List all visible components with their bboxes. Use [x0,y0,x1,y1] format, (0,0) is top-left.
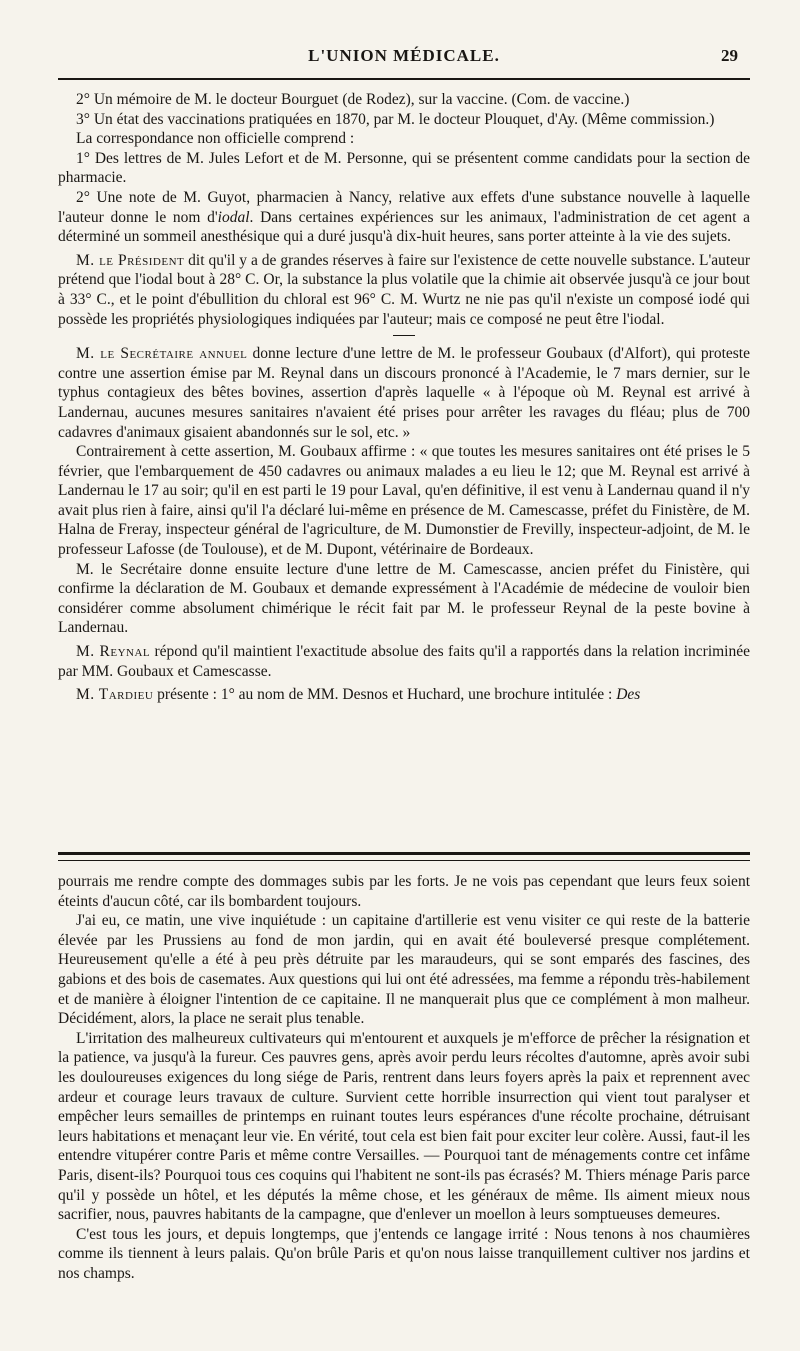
paragraph [58,642,750,681]
feuilleton-divider [58,852,750,861]
paragraph [58,685,750,705]
paragraph: Contrairement à cette assertion, M. Goubaux affirme : « que toutes les mesures sanitaires ont été prises le 5 février, que l'embarquement de 450 cadavres ou animaux malades a eu lieu le 12; que M. Reynal est arrivé à Landernau le 17 au soir; qu'il en est parti le 19 pour Laval, qu'en définitive, il est venu à Landernau quand il n'y avait plus rien à faire, ainsi qu'il l'a déclaré lui-même en présence de M. Camescasse, préfet du Finistère, de M. Halna de Freray, inspecteur général de l'agriculture, de M. Dumonstier de Frevilly, inspecteur-adjoint, de M. le professeur Lafosse (de Toulouse), et de M. Dupont, vétérinaire de Bordeaux. [58,443,750,559]
speaker-name: M. Reynal [76,643,151,661]
paragraph: pourrais me rendre compte des dommages subis par les forts. Je ne vois pas cependant que leurs feux soient éteints d'aucun côté, car ils bombardent toujours. [58,873,750,910]
paragraph: C'est tous les jours, et depuis longtemps, que j'entends ce langage irrité : Nous tenons à nos chaumières comme ils tiennent à leurs palais. Qu'on brûle Paris et qu'on nous laisse tranquillement cultiver nos jardins et nos champs. [58,1225,750,1282]
paragraph: M. le Secrétaire donne ensuite lecture d'une lettre de M. Camescasse, ancien préfet du Finistère, qui confirme la déclaration de M. Goubaux et demande expressément à l'Académie de médecine de vouloir bien considérer comme absolument chimérique le récit fait par M. le professeur Reynal de la peste bovine à Landernau. [58,560,750,637]
speaker-name: M. le Secrétaire annuel [76,345,248,363]
academy-proceedings [58,90,750,705]
section-divider [393,335,415,336]
running-title: L'UNION MÉDICALE. [308,46,500,65]
text-run: . Dans certaines expériences sur les animaux, l'administration de cet agent a déterminé un sommeil anesthésique qui a duré jusqu'à dix-huit heures, sans porter atteinte à la vie des sujets. [58,208,750,246]
paragraph: J'ai eu, ce matin, une vive inquiétude : un capitaine d'artillerie est venu visiter ce qui reste de la batterie élevée par les Prussiens au fond de mon jardin, qui en avait été bouleversé presque complétement. Heureusement qu'elle a été à peu près détruite par les maraudeurs, qui se sont emparés des fascines, des gabions et des bois de casemates. Aux questions qui lui ont été adressées, ma femme a répondu très-habilement et de manière à éloigner l'intention de ce capitaine. Il ne manquerait plus que ce complément à mon malheur. Décidément, alors, la place ne serait plus tenable. [58,912,750,1028]
paragraph: 3° Un état des vaccinations pratiquées en 1870, par M. le docteur Plouquet, d'Ay. (Même commission.) [76,110,715,128]
text-run: 2° Une note de M. Guyot, pharmacien à Nancy, relative aux effets d'une substance nouvelle à laquelle l'auteur donne le nom d' [58,188,750,226]
paragraph: 2° Un mémoire de M. le docteur Bourguet (de Rodez), sur la vaccine. (Com. de vaccine.) [76,91,630,108]
paragraph: L'irritation des malheureux cultivateurs qui m'entourent et auxquels je m'efforce de prêcher la résignation et la patience, va jusqu'à la fureur. Ces pauvres gens, après avoir perdu leurs récoltes d'automne, après avoir subi les douloureuses exigences du long siége de Paris, rentrent dans leurs foyers après la paix et reprennent avec ardeur et courage leurs travaux de culture. Survient cette horrible insurrection qui vient tout paralyser et empêcher leurs semailles de printemps en ruinant toutes leurs espérances d'une récolte prochaine, détruisant leurs habitations et menaçant leur vie. En vérité, tout cela est bien fait pour exciter leur colère. Aussi, faut-il les entendre vitupérer contre Paris et même contre Versailles. — Pourquoi tant de ménagements contre cet infâme Paris, disent-ils? Pourquoi tous ces coquins qui l'habitent ne sont-ils pas écrasés? M. Thiers ménage Paris parce qu'il y possède un hôtel, et les députés la même chose, et les généraux de même. Ils aiment mieux nous sacrifier, nous, pauvres habitants de la campagne, que d'enlever un moellon à leurs somptueuses demeures. [58,1029,750,1224]
page-number: 29 [721,46,738,65]
paragraph: 1° Des lettres de M. Jules Lefort et de M. Personne, qui se présentent comme candidats pour la section de pharmacie. [58,149,750,187]
feuilleton [58,872,750,1283]
speaker-name: M. le Président [76,251,185,269]
paragraph: La correspondance non officielle comprend : [76,130,355,148]
header-rule [58,78,750,80]
running-head [58,0,750,65]
text-run: présente : 1° au nom de MM. Desnos et Huchard, une brochure intitulée : [153,686,617,704]
text-run: donne lecture d'une lettre de M. le professeur Goubaux (d'Alfort), qui proteste contre une assertion émise par M. Reynal dans un discours prononcé à l'Academie, le 7 mars dernier, sur le typhus contagieux des bêtes bovines, assertion d'après laquelle « à l'époque où M. Reynal est arrivé à Landernau, aucunes mesures sanitaires n'avaient été prises pour arrêter les ravages du fléau; plus de 700 cadavres d'animaux gisaient abandonnés sur le sol, etc. » [58,345,750,441]
text-run: répond qu'il maintient l'exactitude absolue des faits qu'il a rapportés dans la relation incriminée par MM. Goubaux et Camescasse. [58,643,751,680]
paragraph [58,251,750,329]
italic-term: Des [616,686,641,704]
paragraph [58,344,750,442]
italic-term: iodal [217,208,250,226]
speaker-name: M. Tardieu [76,686,154,704]
paragraph [58,188,750,247]
text-run: dit qu'il y a de grandes réserves à faire sur l'existence de cette nouvelle substance. L'auteur prétend que l'iodal bout à 28° C. Or, la substance la plus volatile que la chimie ait observée jusqu'à ce jour bout à 33° C., et le point d'ébullition du chloral est 96° C. M. Wurtz ne nie pas qu'il n'existe un composé iodé qui possède les propriétés physiologiques indiquées par l'auteur; mais ce composé ne peut être l'iodal. [58,251,750,328]
